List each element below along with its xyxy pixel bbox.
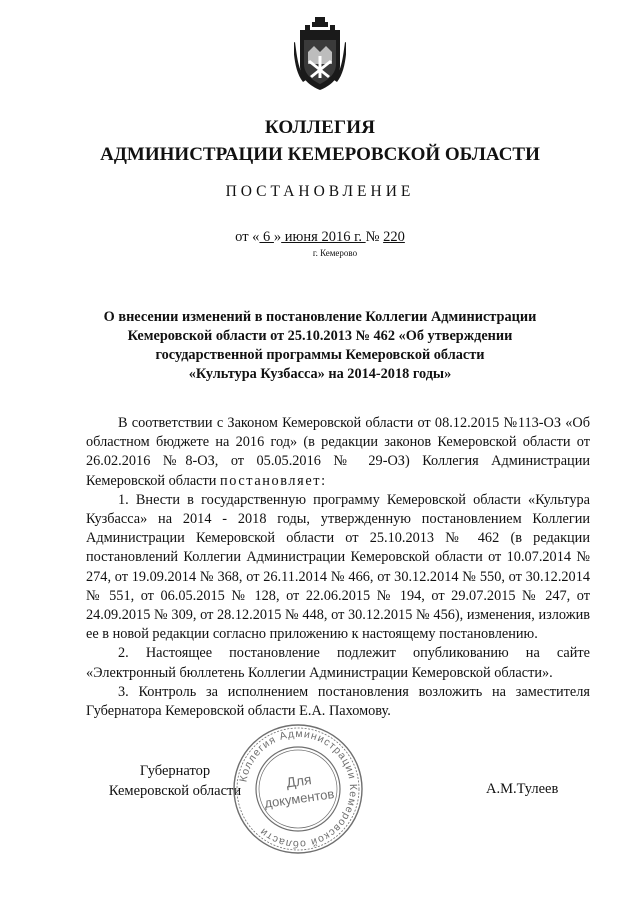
seal-center-line1: Для [285,771,313,791]
coat-of-arms-icon [294,16,346,92]
seal-center-line2: документов [263,786,336,811]
body-item-2: 2. Настоящее постановление подлежит опубликованию на сайте «Электронный бюллетень Коллегии Администрации Кемеровской области». [86,645,590,681]
official-seal-stamp [231,722,365,856]
document-type: ПОСТАНОВЛЕНИЕ [225,183,415,200]
seal-ring-text: Коллегия Администрации Кемеровской области [237,727,360,851]
document-day: 6 [259,229,274,245]
body-item-3: 3. Контроль за исполнением постановления возложить на заместителя Губернатора Кемеровской области Е.А. Пахомову. [86,683,590,720]
org-name-line2: АДМИНИСТРАЦИИ КЕМЕРОВСКОЙ ОБЛАСТИ [100,144,540,165]
document-city: г. Кемерово [312,248,358,258]
subject-line: Кемеровской области от 25.10.2013 № 462 «Об утверждении [127,328,513,344]
document-number: 220 [383,229,405,245]
body-intro: В соответствии с Законом Кемеровской области от 08.12.2015 №113-ОЗ «Об областном бюджете на 2016 год» (в редакции законов Кемеровской области от 26.02.2016 №8-ОЗ, от 05.05.2016 № 29-ОЗ) Коллегия Администрации Кемеровской области постановляет: [86,415,590,489]
body-item-1: 1. Внести в государственную программу Кемеровской области «Культура Кузбасса» на 2014 - 2018 годы, утвержденную постановлением Коллегии Администрации Кемеровской области от 25.10.2013 № 462 (в редакции постановлений Коллегии Администрации Кемеровской области от 10.07.2014 № 274, от 19.09.2014 № 368, от 26.11.2014 № 466, от 30.12.2014 № 550, от 30.12.2014 № 551, от 06.05.2015 № 128, от 22.06.2015 № 194, от 29.07.2015 № 247, от 24.09.2015 № 309, от 28.12.2015 № 448, от 30.12.2015 № 456), изменения, изложив ее в новой редакции согласно приложению к настоящему постановлению. [86,491,590,643]
document-subject [100,308,540,384]
resolves-word: постановляет: [220,472,327,489]
org-name-line1: КОЛЛЕГИЯ [264,117,376,138]
subject-line: О внесении изменений в постановление Коллегии Администрации [103,309,537,325]
document-month-year: июня 2016 г. [281,229,366,245]
signatory-name: А.М.Тулеев [486,781,559,797]
document-body [86,414,590,721]
subject-line: государственной программы Кемеровской области [155,347,485,363]
subject-line: «Культура Кузбасса» на 2014-2018 годы» [188,366,452,382]
document-date-number: от « 6 » июня 2016 г. № 220 [235,229,405,245]
signatory-title: Губернатор Кемеровской области [108,763,242,799]
